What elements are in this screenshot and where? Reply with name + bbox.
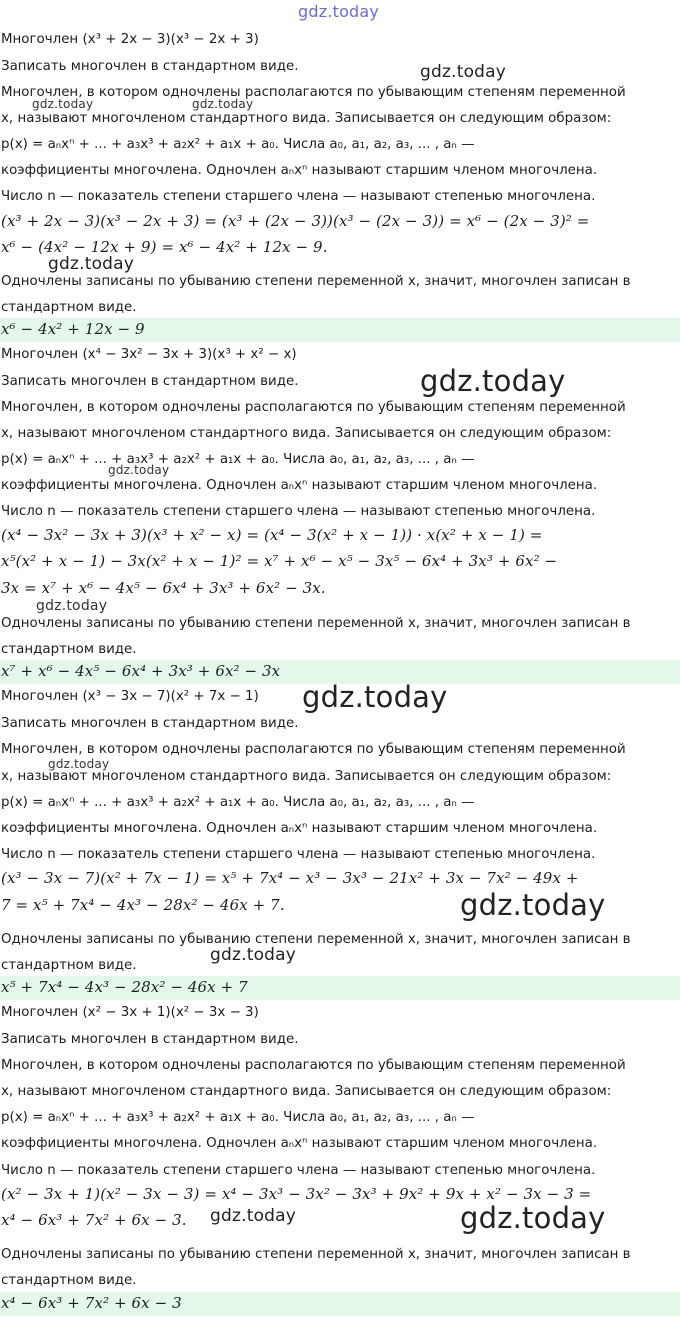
watermark-logo: gdz.today	[32, 97, 94, 111]
answer-highlight: x⁵ + 7x⁴ − 4x³ − 28x² − 46x + 7	[0, 976, 680, 1000]
definition-text: Число n — показатель степени старшего члена — называют степенью многочлена.	[1, 1163, 596, 1178]
task-statement: Записать многочлен в стандартном виде.	[1, 1032, 299, 1047]
watermark-logo: gdz.today	[48, 757, 110, 771]
problem-title: Многочлен (x³ + 2x − 3)(x³ − 2x + 3)	[1, 32, 259, 47]
definition-text: коэффициенты многочлена. Одночлен aₙxⁿ называют старшим членом многочлена.	[1, 478, 598, 493]
conclusion-text: стандартном виде.	[1, 1273, 137, 1288]
answer-highlight: x⁶ − 4x² + 12x − 9	[0, 318, 680, 342]
task-statement: Записать многочлен в стандартном виде.	[1, 59, 299, 74]
definition-text: Многочлен, в котором одночлены располагаются по убывающим степеням переменной	[1, 400, 626, 415]
watermark-logo: gdz.today	[460, 888, 606, 922]
solution-step: 7 = x⁵ + 7x⁴ − 4x³ − 28x² − 46x + 7.	[1, 896, 285, 914]
watermark-logo: gdz.today	[210, 945, 297, 965]
solution-step: (x² − 3x + 1)(x² − 3x − 3) = x⁴ − 3x³ − 3x² − 3x³ + 9x² + 9x + x² − 3x − 3 =	[1, 1185, 592, 1203]
problem-title: Многочлен (x³ − 3x − 7)(x² + 7x − 1)	[1, 689, 259, 704]
solution-step: x⁵(x² + x − 1) − 3x(x² + x − 1)² = x⁷ + x⁶ − x⁵ − 3x⁵ − 6x⁴ + 3x³ + 6x² −	[1, 552, 558, 570]
problem-title: Многочлен (x² − 3x + 1)(x² − 3x − 3)	[1, 1005, 259, 1020]
definition-text: Число n — показатель степени старшего члена — называют степенью многочлена.	[1, 504, 596, 519]
definition-text: Многочлен, в котором одночлены располагаются по убывающим степеням переменной	[1, 1058, 626, 1073]
watermark-logo: gdz.today	[302, 680, 448, 714]
definition-text: x, называют многочленом стандартного вида. Записывается он следующим образом:	[1, 111, 612, 126]
task-statement: Записать многочлен в стандартном виде.	[1, 374, 299, 389]
definition-text: коэффициенты многочлена. Одночлен aₙxⁿ называют старшим членом многочлена.	[1, 1136, 598, 1151]
definition-text: Число n — показатель степени старшего члена — называют степенью многочлена.	[1, 189, 596, 204]
watermark-logo: gdz.today	[460, 1201, 606, 1235]
watermark-logo: gdz.today	[192, 97, 254, 111]
watermark-logo: gdz.today	[420, 62, 507, 82]
answer-highlight: x⁷ + x⁶ − 4x⁵ − 6x⁴ + 3x³ + 6x² − 3x	[0, 660, 680, 684]
watermark-logo: gdz.today	[420, 364, 566, 398]
watermark-logo: gdz.today	[48, 254, 135, 274]
solution-step: (x³ + 2x − 3)(x³ − 2x + 3) = (x³ + (2x − 3))(x³ − (2x − 3)) = x⁶ − (2x − 3)² =	[1, 212, 590, 230]
solution-step: (x³ − 3x − 7)(x² + 7x − 1) = x⁵ + 7x⁴ − x³ − 3x³ − 21x² + 3x − 7x² − 49x +	[1, 869, 579, 887]
conclusion-text: Одночлены записаны по убыванию степени переменной x, значит, многочлен записан в	[1, 274, 631, 289]
conclusion-text: Одночлены записаны по убыванию степени переменной x, значит, многочлен записан в	[1, 1247, 631, 1262]
conclusion-text: стандартном виде.	[1, 958, 137, 973]
conclusion-text: стандартном виде.	[1, 300, 137, 315]
solution-step: x⁴ − 6x³ + 7x² + 6x − 3.	[1, 1211, 187, 1229]
formula-line: p(x) = aₙxⁿ + ... + a₃x³ + a₂x² + a₁x + a₀. Числа a₀, a₁, a₂, a₃, ... , aₙ —	[1, 1110, 475, 1125]
solution-step: 3x = x⁷ + x⁶ − 4x⁵ − 6x⁴ + 3x³ + 6x² − 3x.	[1, 579, 326, 597]
watermark-logo: gdz.today	[36, 598, 108, 614]
answer-highlight: x⁴ − 6x³ + 7x² + 6x − 3	[0, 1292, 680, 1316]
conclusion-text: стандартном виде.	[1, 642, 137, 657]
site-watermark-header[interactable]: gdz.today	[298, 2, 380, 21]
definition-text: Число n — показатель степени старшего члена — называют степенью многочлена.	[1, 847, 596, 862]
conclusion-text: Одночлены записаны по убыванию степени переменной x, значит, многочлен записан в	[1, 616, 631, 631]
watermark-logo: gdz.today	[210, 1206, 297, 1226]
solution-step: x⁶ − (4x² − 12x + 9) = x⁶ − 4x² + 12x − 9.	[1, 238, 328, 256]
conclusion-text: Одночлены записаны по убыванию степени переменной x, значит, многочлен записан в	[1, 932, 631, 947]
formula-line: p(x) = aₙxⁿ + ... + a₃x³ + a₂x² + a₁x + a₀. Числа a₀, a₁, a₂, a₃, ... , aₙ —	[1, 452, 475, 467]
formula-line: p(x) = aₙxⁿ + ... + a₃x³ + a₂x² + a₁x + a₀. Числа a₀, a₁, a₂, a₃, ... , aₙ —	[1, 137, 475, 152]
problem-title: Многочлен (x⁴ − 3x² − 3x + 3)(x³ + x² − x)	[1, 347, 297, 362]
definition-text: x, называют многочленом стандартного вида. Записывается он следующим образом:	[1, 1084, 612, 1099]
definition-text: коэффициенты многочлена. Одночлен aₙxⁿ называют старшим членом многочлена.	[1, 163, 598, 178]
definition-text: x, называют многочленом стандартного вида. Записывается он следующим образом:	[1, 769, 612, 784]
task-statement: Записать многочлен в стандартном виде.	[1, 716, 299, 731]
watermark-logo: gdz.today	[108, 463, 170, 477]
definition-text: коэффициенты многочлена. Одночлен aₙxⁿ называют старшим членом многочлена.	[1, 821, 598, 836]
formula-line: p(x) = aₙxⁿ + ... + a₃x³ + a₂x² + a₁x + a₀. Числа a₀, a₁, a₂, a₃, ... , aₙ —	[1, 795, 475, 810]
definition-text: Многочлен, в котором одночлены располагаются по убывающим степеням переменной	[1, 85, 626, 100]
solution-step: (x⁴ − 3x² − 3x + 3)(x³ + x² − x) = (x⁴ − 3(x² + x − 1)) · x(x² + x − 1) =	[1, 526, 543, 544]
definition-text: x, называют многочленом стандартного вида. Записывается он следующим образом:	[1, 426, 612, 441]
definition-text: Многочлен, в котором одночлены располагаются по убывающим степеням переменной	[1, 742, 626, 757]
